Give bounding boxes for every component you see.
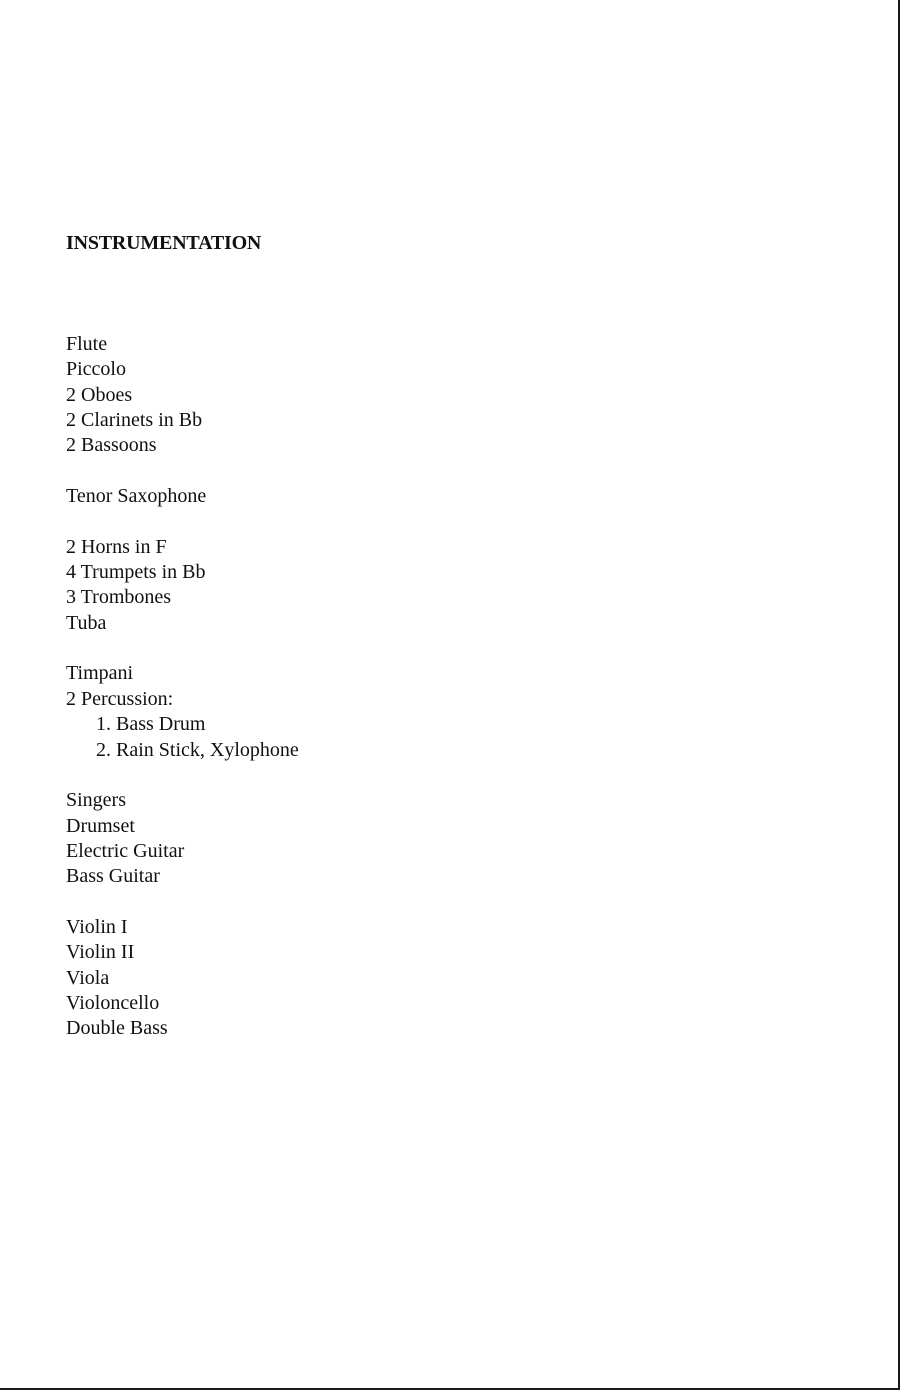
instrument-item: 2 Clarinets in Bb xyxy=(66,409,203,432)
instrument-item: 2 Bassoons xyxy=(66,434,157,457)
instrument-item: Tuba xyxy=(66,611,107,634)
instrument-item: Singers xyxy=(66,789,126,812)
instrument-item: 2 Oboes xyxy=(66,383,133,406)
instrument-sub-item: 1. Bass Drum xyxy=(96,713,206,736)
instrument-item: 2 Horns in F xyxy=(66,535,167,558)
page-title: INSTRUMENTATION xyxy=(66,232,262,254)
instrument-item: Bass Guitar xyxy=(66,865,160,888)
instrument-item: 4 Trumpets in Bb xyxy=(66,561,206,584)
instrument-item: Flute xyxy=(66,333,108,355)
instrument-item: Violin I xyxy=(66,915,128,938)
instrument-sub-item: 2. Rain Stick, Xylophone xyxy=(96,738,299,761)
instrument-item: Drumset xyxy=(66,814,135,837)
instrument-list xyxy=(66,332,299,1042)
instrument-item: 2 Percussion: xyxy=(66,687,174,710)
instrument-item: Violoncello xyxy=(66,991,160,1014)
instrument-item: Tenor Saxophone xyxy=(66,485,207,508)
instrument-item: Double Bass xyxy=(66,1017,168,1040)
instrument-item: Piccolo xyxy=(66,358,126,381)
instrument-item: Violin II xyxy=(66,941,135,964)
instrument-item: Viola xyxy=(66,966,110,989)
instrument-item: Timpani xyxy=(66,662,134,685)
instrument-item: 3 Trombones xyxy=(66,586,172,609)
instrument-item: Electric Guitar xyxy=(66,839,185,862)
